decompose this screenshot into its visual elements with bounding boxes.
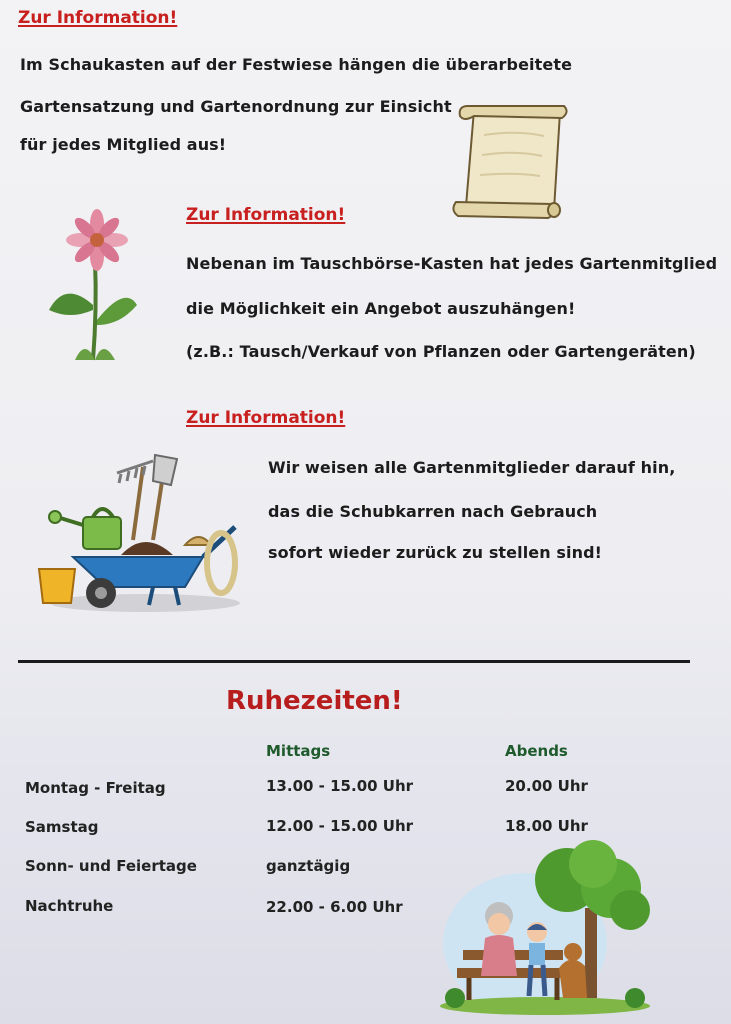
info-1-line-1: Im Schaukasten auf der Festwiese hängen die überarbeitete [20, 55, 573, 74]
rest-row-evening: 20.00 Uhr [505, 777, 588, 795]
rest-row-label: Montag - Freitag [25, 779, 166, 797]
rest-row-midday: 12.00 - 15.00 Uhr [266, 817, 414, 835]
rest-row-label: Samstag [25, 818, 99, 836]
info-1-line-2: Gartensatzung und Gartenordnung zur Einsicht [20, 97, 452, 116]
info-2-line-2: die Möglichkeit ein Angebot auszuhängen! [186, 299, 576, 318]
rest-row-evening: 18.00 Uhr [505, 817, 588, 835]
rest-row-midday: 22.00 - 6.00 Uhr [266, 898, 403, 916]
scroll-illustration [448, 100, 573, 230]
flower-illustration [45, 210, 140, 370]
section-divider [18, 660, 690, 663]
rest-row-midday: ganztägig [266, 857, 351, 875]
info-heading-2: Zur Information! [186, 205, 346, 225]
info-3-line-2: das die Schubkarren nach Gebrauch [268, 502, 598, 521]
rest-row-label: Sonn- und Feiertage [25, 857, 197, 875]
rest-row-label: Nachtruhe [25, 897, 114, 915]
column-heading-evening: Abends [505, 742, 568, 760]
info-3-line-1: Wir weisen alle Gartenmitglieder darauf hin, [268, 458, 676, 477]
info-heading-3: Zur Information! [186, 408, 346, 428]
wheelbarrow-illustration [35, 445, 245, 620]
info-2-line-3: (z.B.: Tausch/Verkauf von Pflanzen oder Gartengeräten) [186, 342, 696, 361]
rest-row-midday: 13.00 - 15.00 Uhr [266, 777, 414, 795]
info-1-line-3: für jedes Mitglied aus! [20, 135, 227, 154]
info-heading-1: Zur Information! [18, 8, 178, 28]
park-bench-illustration [435, 848, 665, 1018]
info-2-line-1: Nebenan im Tauschbörse-Kasten hat jedes Gartenmitglied [186, 254, 718, 273]
column-heading-midday: Mittags [266, 742, 331, 760]
info-3-line-3: sofort wieder zurück zu stellen sind! [268, 543, 603, 562]
rest-times-title: Ruhezeiten! [226, 686, 403, 716]
